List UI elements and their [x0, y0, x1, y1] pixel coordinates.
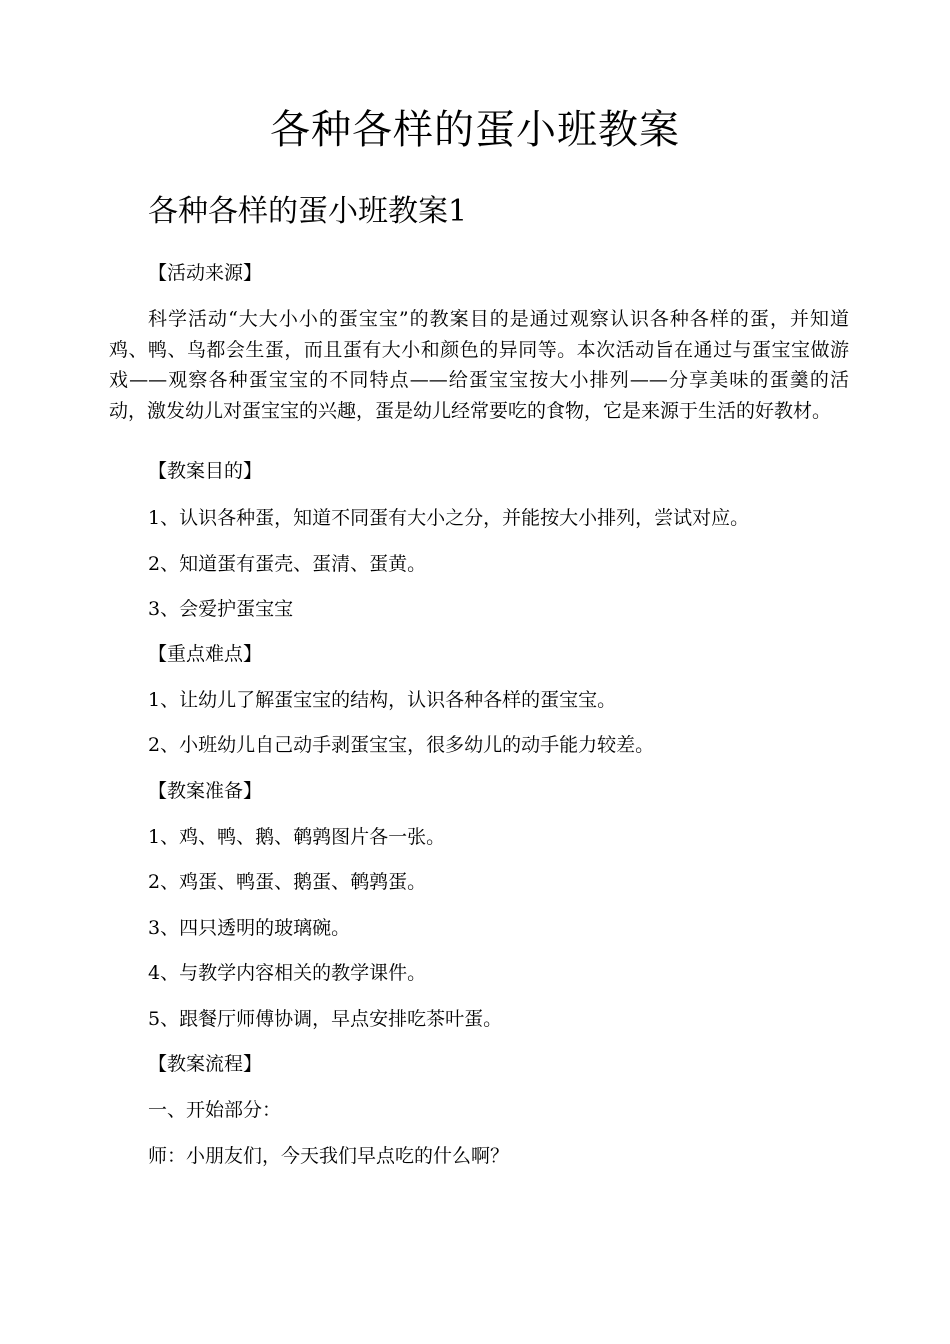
process-heading: 【教案流程】	[148, 1053, 263, 1075]
key-point-item: 2、小班幼儿自己动手剥蛋宝宝，很多幼儿的动手能力较差。	[148, 734, 655, 756]
process-item: 一、开始部分：	[148, 1099, 282, 1121]
key-point-item: 1、让幼儿了解蛋宝宝的结构，认识各种各样的蛋宝宝。	[148, 689, 617, 711]
preparation-item: 3、四只透明的玻璃碗。	[148, 917, 351, 939]
source-heading: 【活动来源】	[148, 262, 263, 284]
preparation-heading: 【教案准备】	[148, 780, 263, 802]
source-paragraph: 科学活动“大大小小的蛋宝宝”的教案目的是通过观察认识各种各样的蛋，并知道鸡、鸭、鸟都会生蛋，而且蛋有大小和颜色的异同等。本次活动旨在通过与蛋宝宝做游戏——观察各种蛋宝宝的不同特点——给蛋宝宝按大小排列——分享美味的蛋羹的活动，激发幼儿对蛋宝宝的兴趣，蛋是幼儿经常要吃的食物，它是来源于生活的好教材。	[109, 308, 849, 422]
goal-item: 1、认识各种蛋，知道不同蛋有大小之分，并能按大小排列，尝试对应。	[148, 507, 750, 529]
preparation-item: 4、与教学内容相关的教学课件。	[148, 962, 427, 984]
section-title: 各种各样的蛋小班教案1	[148, 194, 468, 229]
preparation-item: 1、鸡、鸭、鹅、鹌鹑图片各一张。	[148, 826, 446, 848]
goal-item: 2、知道蛋有蛋壳、蛋清、蛋黄。	[148, 553, 427, 575]
document-title: 各种各样的蛋小班教案	[270, 107, 680, 153]
goal-item: 3、会爱护蛋宝宝	[148, 598, 294, 620]
preparation-item: 2、鸡蛋、鸭蛋、鹅蛋、鹌鹑蛋。	[148, 871, 427, 893]
goals-heading: 【教案目的】	[148, 460, 263, 482]
key-points-heading: 【重点难点】	[148, 643, 263, 665]
process-item: 师：小朋友们，今天我们早点吃的什么啊？	[148, 1145, 510, 1167]
preparation-item: 5、跟餐厅师傅协调，早点安排吃茶叶蛋。	[148, 1008, 503, 1030]
